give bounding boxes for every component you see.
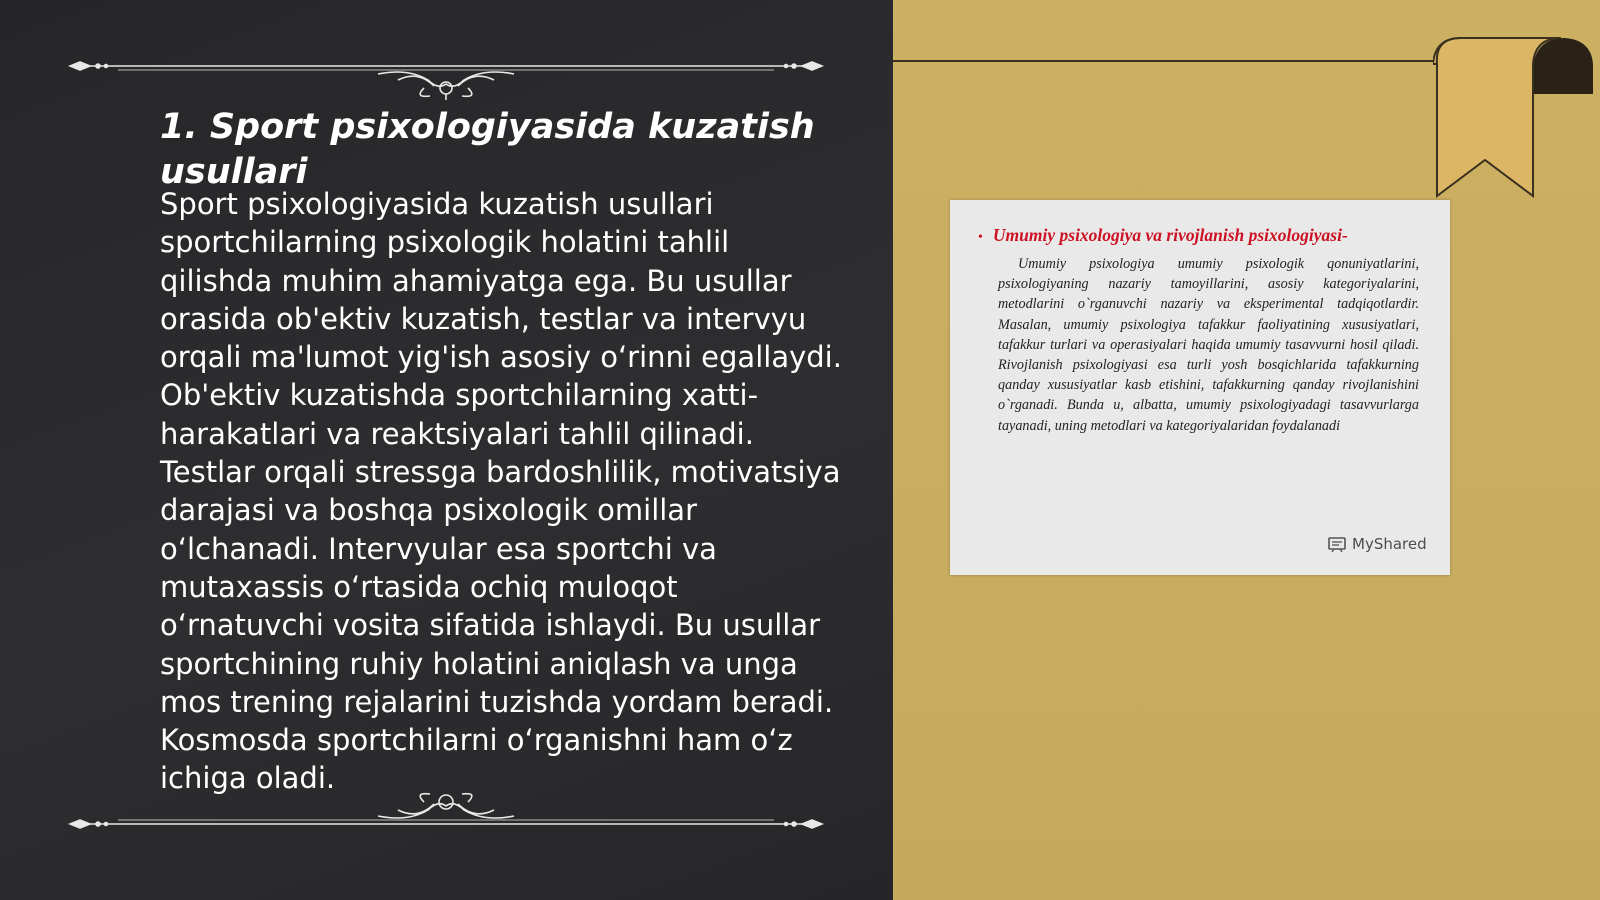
ornament-divider-top [68, 40, 824, 100]
slide-title: 1. Sport psixologiyasida kuzatish usullari [160, 107, 815, 192]
embedded-slide-image [950, 200, 1450, 575]
myshared-logo [1328, 535, 1427, 553]
myshared-logo-text: MyShared [1352, 535, 1427, 553]
bookmark-ribbon-icon [1433, 34, 1593, 204]
myshared-logo-icon [1328, 535, 1348, 553]
slide-body-text: Sport psixologiyasida kuzatish usullari sportchilarning psixologik holatini tahlil qilishda muhim ahamiyatga ega. Bu usullar orasida ob'ektiv kuzatish, testlar va intervyu orqali ma'lumot yig'ish asosiy oʻrinni egallaydi. Ob'ektiv kuzatishda sportchilarning xatti-harakatlari va reaktsiyalari tahlil qilinadi. Testlar orqali stressga bardoshlilik, motivatsiya darajasi va boshqa psixologik omillar oʻlchanadi. Intervyular esa sportchi va mutaxassis oʻrtasida ochiq muloqot oʻrnatuvchi vosita sifatida ishlaydi. Bu usullar sportchining ruhiy holatini aniqlash va unga mos trening rejalarini tuzishda yordam beradi. Kosmosda sportchilarni oʻrganishni ham oʻz ichiga oladi. [160, 187, 842, 796]
embedded-slide-heading [978, 225, 1428, 246]
bullet-icon: • [978, 230, 983, 245]
embedded-slide-body: Umumiy psixologiya umumiy psixologik qonuniyatlarini, psixologiyaning nazariy tamoyillarini, asosiy kategoriyalarini, metodlarini o`rganuvchi nazariy va eksperimental tadqiqotlardir. Masalan, umumiy psixologiya tafakkur faoliyatining xususiyatlari, tafakkur turlari va operasiyalari haqida umumiy tasavvurni hosil qiladi. Rivojlanish psixologiyasi esa turli yosh bosqichlarida tafakkurning qanday xususiyatlar kasb etishini, tafakkurning qanday rivojlanishini o`rganadi. Bunda u, albatta, umumiy psixologiyadagi tasavvurlarga tayanadi, uning metodlari va kategoriyalaridan foydalanadi [998, 256, 1419, 434]
right-divider-line [893, 60, 1438, 62]
embedded-slide-heading-text: Umumiy psixologiya va rivojlanish psixologiyasi- [992, 225, 1348, 245]
ornament-divider-bottom [68, 778, 824, 838]
